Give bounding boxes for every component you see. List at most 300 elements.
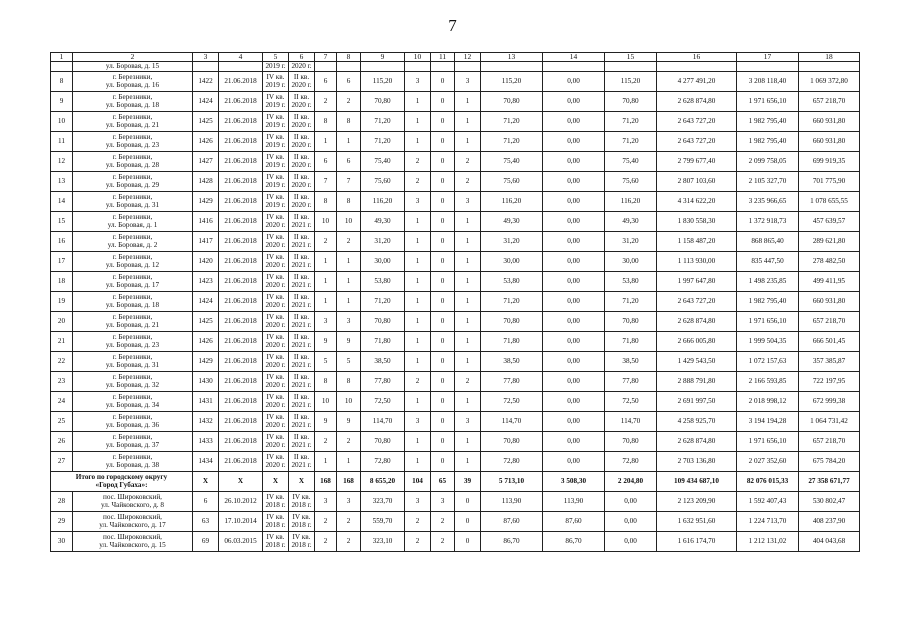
value-c15: 114,70 (605, 412, 657, 432)
start-period-line1: IV кв. (266, 512, 285, 521)
value-c16: 2 643 727,20 (657, 112, 737, 132)
column-number: 12 (455, 53, 481, 62)
value-c14: 0,00 (543, 352, 605, 372)
start-period-line1: IV кв. (266, 192, 285, 201)
row-number: 26 (51, 432, 73, 452)
end-period (289, 192, 315, 212)
address-line1: г. Березники, (112, 172, 153, 181)
document-date: 17.10.2014 (219, 512, 263, 532)
total-c11: 65 (431, 472, 455, 492)
document-number: 1429 (193, 192, 219, 212)
value-c9: 75,60 (361, 172, 405, 192)
table-row (51, 332, 860, 352)
end-period-line2: 2021 г. (291, 300, 312, 309)
start-period-line1: IV кв. (266, 492, 285, 501)
end-period-line1: II кв. (293, 232, 310, 241)
start-period (263, 512, 289, 532)
table-row (51, 432, 860, 452)
start-period-line2: 2019 г. (265, 80, 286, 89)
total-c12: 39 (455, 472, 481, 492)
column-number: 5 (263, 53, 289, 62)
value-c7: 8 (315, 192, 337, 212)
value-c18: 660 931,80 (799, 112, 860, 132)
start-period (263, 312, 289, 332)
value-c17: 2 018 998,12 (737, 392, 799, 412)
end-period (289, 132, 315, 152)
document-number: 1416 (193, 212, 219, 232)
value-c14: 0,00 (543, 332, 605, 352)
value-c7: 10 (315, 212, 337, 232)
address-line2: ул. Боровая, д. 31 (105, 200, 160, 209)
value-c8: 7 (337, 172, 361, 192)
end-period-line2: 2018 г. (291, 540, 312, 549)
value-c15: 53,80 (605, 272, 657, 292)
end-period-line2: 2020 г. (291, 180, 312, 189)
document-number: 1426 (193, 132, 219, 152)
value-c13: 70,80 (481, 92, 543, 112)
value-c15: 71,20 (605, 292, 657, 312)
start-period-line2: 2019 г. (265, 140, 286, 149)
value-c9: 31,20 (361, 232, 405, 252)
address (73, 72, 193, 92)
end-period-line1: II кв. (293, 172, 310, 181)
start-period (263, 112, 289, 132)
value-c9: 114,70 (361, 412, 405, 432)
value-c18: 1 069 372,80 (799, 72, 860, 92)
start-period-line1: IV кв. (266, 112, 285, 121)
table-row (51, 412, 860, 432)
address-cell: ул. Боровая, д. 15 (73, 62, 193, 72)
value-c14: 0,00 (543, 132, 605, 152)
value-c18: 699 919,35 (799, 152, 860, 172)
table-row (51, 392, 860, 412)
address-line2: ул. Боровая, д. 16 (105, 80, 160, 89)
document-number: 1427 (193, 152, 219, 172)
value-c11: 0 (431, 92, 455, 112)
value-c11: 0 (431, 312, 455, 332)
document-number: 1420 (193, 252, 219, 272)
value-c18: 1 064 731,42 (799, 412, 860, 432)
total-row (51, 472, 860, 492)
value-c12: 1 (455, 452, 481, 472)
row-number: 30 (51, 532, 73, 552)
start-period-line1: IV кв. (266, 292, 285, 301)
address (73, 412, 193, 432)
start-period-line2: 2020 г. (265, 220, 286, 229)
table-row (51, 112, 860, 132)
value-c16: 4 277 491,20 (657, 72, 737, 92)
value-c13: 49,30 (481, 212, 543, 232)
total-c4: X (219, 472, 263, 492)
start-period-line1: IV кв. (266, 272, 285, 281)
value-c18: 499 411,95 (799, 272, 860, 292)
value-c9: 77,80 (361, 372, 405, 392)
start-period-line2: 2020 г. (265, 400, 286, 409)
start-period-line1: IV кв. (266, 252, 285, 261)
value-c8: 10 (337, 392, 361, 412)
value-c17: 2 166 593,85 (737, 372, 799, 392)
end-period (289, 172, 315, 192)
value-c15: 70,80 (605, 432, 657, 452)
address-line2: ул. Боровая, д. 1 (107, 220, 158, 229)
value-c14: 0,00 (543, 92, 605, 112)
document-date: 21.06.2018 (219, 172, 263, 192)
total-c14: 3 508,30 (543, 472, 605, 492)
value-c12: 1 (455, 232, 481, 252)
value-c9: 323,70 (361, 492, 405, 512)
value-c9: 71,80 (361, 332, 405, 352)
end-period-line1: II кв. (293, 432, 310, 441)
end-period-line1: II кв. (293, 452, 310, 461)
row-number: 15 (51, 212, 73, 232)
start-period-line2: 2020 г. (265, 280, 286, 289)
value-c18: 530 802,47 (799, 492, 860, 512)
value-c17: 2 099 758,05 (737, 152, 799, 172)
start-period (263, 392, 289, 412)
page-number: 7 (448, 16, 457, 35)
start-period-line2: 2020 г. (265, 240, 286, 249)
start-period-line2: 2018 г. (265, 500, 286, 509)
table-row (51, 292, 860, 312)
end-period (289, 452, 315, 472)
row-number: 14 (51, 192, 73, 212)
value-c11: 0 (431, 272, 455, 292)
value-c18: 657 218,70 (799, 312, 860, 332)
start-period (263, 172, 289, 192)
row-number: 16 (51, 232, 73, 252)
address-line2: ул. Боровая, д. 28 (105, 160, 160, 169)
document-number: 1428 (193, 172, 219, 192)
value-c13: 30,00 (481, 252, 543, 272)
value-c9: 70,80 (361, 432, 405, 452)
start-period (263, 452, 289, 472)
document-date: 21.06.2018 (219, 212, 263, 232)
value-c16: 1 616 174,70 (657, 532, 737, 552)
value-c9: 75,40 (361, 152, 405, 172)
value-c14: 0,00 (543, 172, 605, 192)
start-period-line2: 2020 г. (265, 320, 286, 329)
address-line2: ул. Чайковского, д. 15 (99, 540, 166, 549)
end-period-line2: 2021 г. (291, 360, 312, 369)
housing-table (50, 52, 860, 552)
end-period (289, 392, 315, 412)
value-c13: 116,20 (481, 192, 543, 212)
document-date: 21.06.2018 (219, 412, 263, 432)
value-c9: 72,50 (361, 392, 405, 412)
document-number: 6 (193, 492, 219, 512)
document-date: 21.06.2018 (219, 92, 263, 112)
end-period-line2: 2018 г. (291, 520, 312, 529)
address-line1: г. Березники, (112, 432, 153, 441)
value-c15: 0,00 (605, 492, 657, 512)
value-c15: 115,20 (605, 72, 657, 92)
value-c14: 0,00 (543, 392, 605, 412)
end-period-line1: II кв. (293, 392, 310, 401)
address-line2: ул. Боровая, д. 23 (105, 340, 160, 349)
end-period-line2: 2020 г. (291, 100, 312, 109)
document-date: 21.06.2018 (219, 192, 263, 212)
value-c7: 7 (315, 172, 337, 192)
end-period-line2: 2018 г. (291, 500, 312, 509)
total-c3: X (193, 472, 219, 492)
value-c13: 71,20 (481, 112, 543, 132)
total-c9: 8 655,20 (361, 472, 405, 492)
value-c9: 116,20 (361, 192, 405, 212)
value-c16: 1 429 543,50 (657, 352, 737, 372)
value-c12: 1 (455, 312, 481, 332)
start-period (263, 492, 289, 512)
column-number: 6 (289, 53, 315, 62)
address (73, 492, 193, 512)
value-c18: 457 639,57 (799, 212, 860, 232)
value-c17: 1 999 504,35 (737, 332, 799, 352)
value-c8: 1 (337, 452, 361, 472)
value-c11: 2 (431, 532, 455, 552)
end-period-line2: 2021 г. (291, 220, 312, 229)
address-line1: г. Березники, (112, 452, 153, 461)
address-line1: пос. Широковский, (103, 512, 162, 521)
start-period-line1: IV кв. (266, 372, 285, 381)
value-c8: 1 (337, 292, 361, 312)
table-row (51, 132, 860, 152)
address-line1: г. Березники, (112, 292, 153, 301)
start-period-line1: IV кв. (266, 72, 285, 81)
value-c7: 6 (315, 72, 337, 92)
end-period-line2: 2021 г. (291, 400, 312, 409)
value-c14: 0,00 (543, 252, 605, 272)
end-period (289, 532, 315, 552)
row-number: 13 (51, 172, 73, 192)
value-c14: 0,00 (543, 232, 605, 252)
value-c13: 115,20 (481, 72, 543, 92)
document-date: 21.06.2018 (219, 72, 263, 92)
address-line1: г. Березники, (112, 372, 153, 381)
value-c8: 2 (337, 532, 361, 552)
document-number: 63 (193, 512, 219, 532)
total-c18: 27 358 671,77 (799, 472, 860, 492)
end-period-line2: 2020 г. (291, 160, 312, 169)
value-c11: 0 (431, 392, 455, 412)
end-period-line1: II кв. (293, 152, 310, 161)
value-c14: 0,00 (543, 372, 605, 392)
row-number: 8 (51, 72, 73, 92)
row-number: 11 (51, 132, 73, 152)
value-c12: 0 (455, 492, 481, 512)
end-period (289, 72, 315, 92)
total-c17: 82 076 015,33 (737, 472, 799, 492)
value-c15: 72,50 (605, 392, 657, 412)
value-c15: 71,20 (605, 132, 657, 152)
value-c10: 2 (405, 532, 431, 552)
address (73, 452, 193, 472)
address (73, 212, 193, 232)
value-c18: 408 237,90 (799, 512, 860, 532)
address (73, 172, 193, 192)
value-c13: 71,20 (481, 292, 543, 312)
start-period (263, 292, 289, 312)
value-c18: 657 218,70 (799, 92, 860, 112)
row-number: 21 (51, 332, 73, 352)
value-c8: 6 (337, 72, 361, 92)
value-c13: 70,80 (481, 432, 543, 452)
value-c9: 323,10 (361, 532, 405, 552)
value-c14: 0,00 (543, 112, 605, 132)
document-date: 21.06.2018 (219, 272, 263, 292)
address-line2: ул. Чайковского, д. 8 (101, 500, 164, 509)
address-line1: г. Березники, (112, 92, 153, 101)
value-c10: 3 (405, 72, 431, 92)
column-number: 10 (405, 53, 431, 62)
value-c14: 0,00 (543, 292, 605, 312)
address-line2: ул. Боровая, д. 38 (105, 460, 160, 469)
start-cell: 2019 г. (263, 62, 289, 72)
value-c9: 30,00 (361, 252, 405, 272)
value-c13: 53,80 (481, 272, 543, 292)
column-number: 11 (431, 53, 455, 62)
end-period-line1: II кв. (293, 312, 310, 321)
address-line1: г. Березники, (112, 112, 153, 121)
total-c6: X (289, 472, 315, 492)
value-c12: 2 (455, 372, 481, 392)
end-period-line1: IV кв. (292, 532, 311, 541)
address-line2: ул. Боровая, д. 17 (105, 280, 160, 289)
address-line2: ул. Боровая, д. 34 (105, 400, 160, 409)
row-number: 18 (51, 272, 73, 292)
value-c11: 2 (431, 512, 455, 532)
value-c10: 2 (405, 512, 431, 532)
value-c8: 3 (337, 492, 361, 512)
value-c17: 1 971 656,10 (737, 92, 799, 112)
value-c18: 672 999,38 (799, 392, 860, 412)
value-c11: 0 (431, 452, 455, 472)
value-c9: 71,20 (361, 132, 405, 152)
value-c10: 1 (405, 92, 431, 112)
value-c18: 357 385,87 (799, 352, 860, 372)
document-number: 1425 (193, 312, 219, 332)
value-c7: 5 (315, 352, 337, 372)
value-c15: 75,60 (605, 172, 657, 192)
document-number: 1434 (193, 452, 219, 472)
value-c11: 0 (431, 112, 455, 132)
end-period (289, 372, 315, 392)
value-c7: 9 (315, 412, 337, 432)
value-c9: 71,20 (361, 112, 405, 132)
document-number: 1433 (193, 432, 219, 452)
address-line1: г. Березники, (112, 352, 153, 361)
end-period-line1: II кв. (293, 112, 310, 121)
value-c16: 1 830 558,30 (657, 212, 737, 232)
address-line1: г. Березники, (112, 332, 153, 341)
value-c12: 1 (455, 92, 481, 112)
value-c18: 701 775,90 (799, 172, 860, 192)
column-number: 9 (361, 53, 405, 62)
value-c7: 8 (315, 112, 337, 132)
value-c15: 70,80 (605, 92, 657, 112)
end-period (289, 352, 315, 372)
start-period (263, 252, 289, 272)
start-period (263, 352, 289, 372)
value-c16: 2 643 727,20 (657, 292, 737, 312)
start-period (263, 532, 289, 552)
value-c13: 70,80 (481, 312, 543, 332)
value-c10: 1 (405, 292, 431, 312)
end-period-line1: II кв. (293, 412, 310, 421)
value-c11: 0 (431, 332, 455, 352)
start-period (263, 412, 289, 432)
value-c14: 0,00 (543, 452, 605, 472)
value-c17: 3 194 194,28 (737, 412, 799, 432)
value-c7: 3 (315, 492, 337, 512)
end-period (289, 432, 315, 452)
value-c11: 0 (431, 372, 455, 392)
value-c17: 1 982 795,40 (737, 132, 799, 152)
value-c12: 3 (455, 412, 481, 432)
value-c17: 835 447,50 (737, 252, 799, 272)
end-period-line1: II кв. (293, 372, 310, 381)
row-number: 24 (51, 392, 73, 412)
value-c16: 2 799 677,40 (657, 152, 737, 172)
value-c9: 70,80 (361, 312, 405, 332)
value-c14: 113,90 (543, 492, 605, 512)
value-c16: 2 628 874,80 (657, 432, 737, 452)
address-line1: пос. Широковский, (103, 492, 162, 501)
value-c12: 2 (455, 172, 481, 192)
start-period-line2: 2019 г. (265, 100, 286, 109)
value-c10: 1 (405, 112, 431, 132)
table-row (51, 232, 860, 252)
value-c17: 1 592 407,43 (737, 492, 799, 512)
value-c12: 1 (455, 112, 481, 132)
address-line2: ул. Боровая, д. 21 (105, 320, 160, 329)
value-c18: 1 078 655,55 (799, 192, 860, 212)
value-c10: 1 (405, 392, 431, 412)
end-period-line1: II кв. (293, 272, 310, 281)
start-period-line1: IV кв. (266, 352, 285, 361)
value-c9: 49,30 (361, 212, 405, 232)
address-line2: ул. Боровая, д. 37 (105, 440, 160, 449)
value-c9: 559,70 (361, 512, 405, 532)
value-c15: 75,40 (605, 152, 657, 172)
address-line2: ул. Боровая, д. 2 (107, 240, 158, 249)
value-c14: 86,70 (543, 532, 605, 552)
value-c7: 2 (315, 232, 337, 252)
end-period-line1: II кв. (293, 92, 310, 101)
end-period (289, 112, 315, 132)
value-c10: 2 (405, 152, 431, 172)
document-number: 69 (193, 532, 219, 552)
value-c9: 70,80 (361, 92, 405, 112)
address-line2: ул. Боровая, д. 18 (105, 300, 160, 309)
table-row (51, 372, 860, 392)
value-c16: 4 314 622,20 (657, 192, 737, 212)
value-c12: 1 (455, 132, 481, 152)
row-number: 29 (51, 512, 73, 532)
value-c8: 6 (337, 152, 361, 172)
total-c5: X (263, 472, 289, 492)
end-period-line2: 2021 г. (291, 460, 312, 469)
total-label-label2: «Город Губаха»: (95, 480, 148, 489)
start-period-line1: IV кв. (266, 432, 285, 441)
column-number: 7 (315, 53, 337, 62)
start-period-line2: 2020 г. (265, 420, 286, 429)
start-period-line2: 2020 г. (265, 260, 286, 269)
value-c7: 8 (315, 372, 337, 392)
value-c15: 70,80 (605, 312, 657, 332)
start-period (263, 272, 289, 292)
start-period (263, 212, 289, 232)
start-period-line1: IV кв. (266, 392, 285, 401)
value-c10: 1 (405, 252, 431, 272)
